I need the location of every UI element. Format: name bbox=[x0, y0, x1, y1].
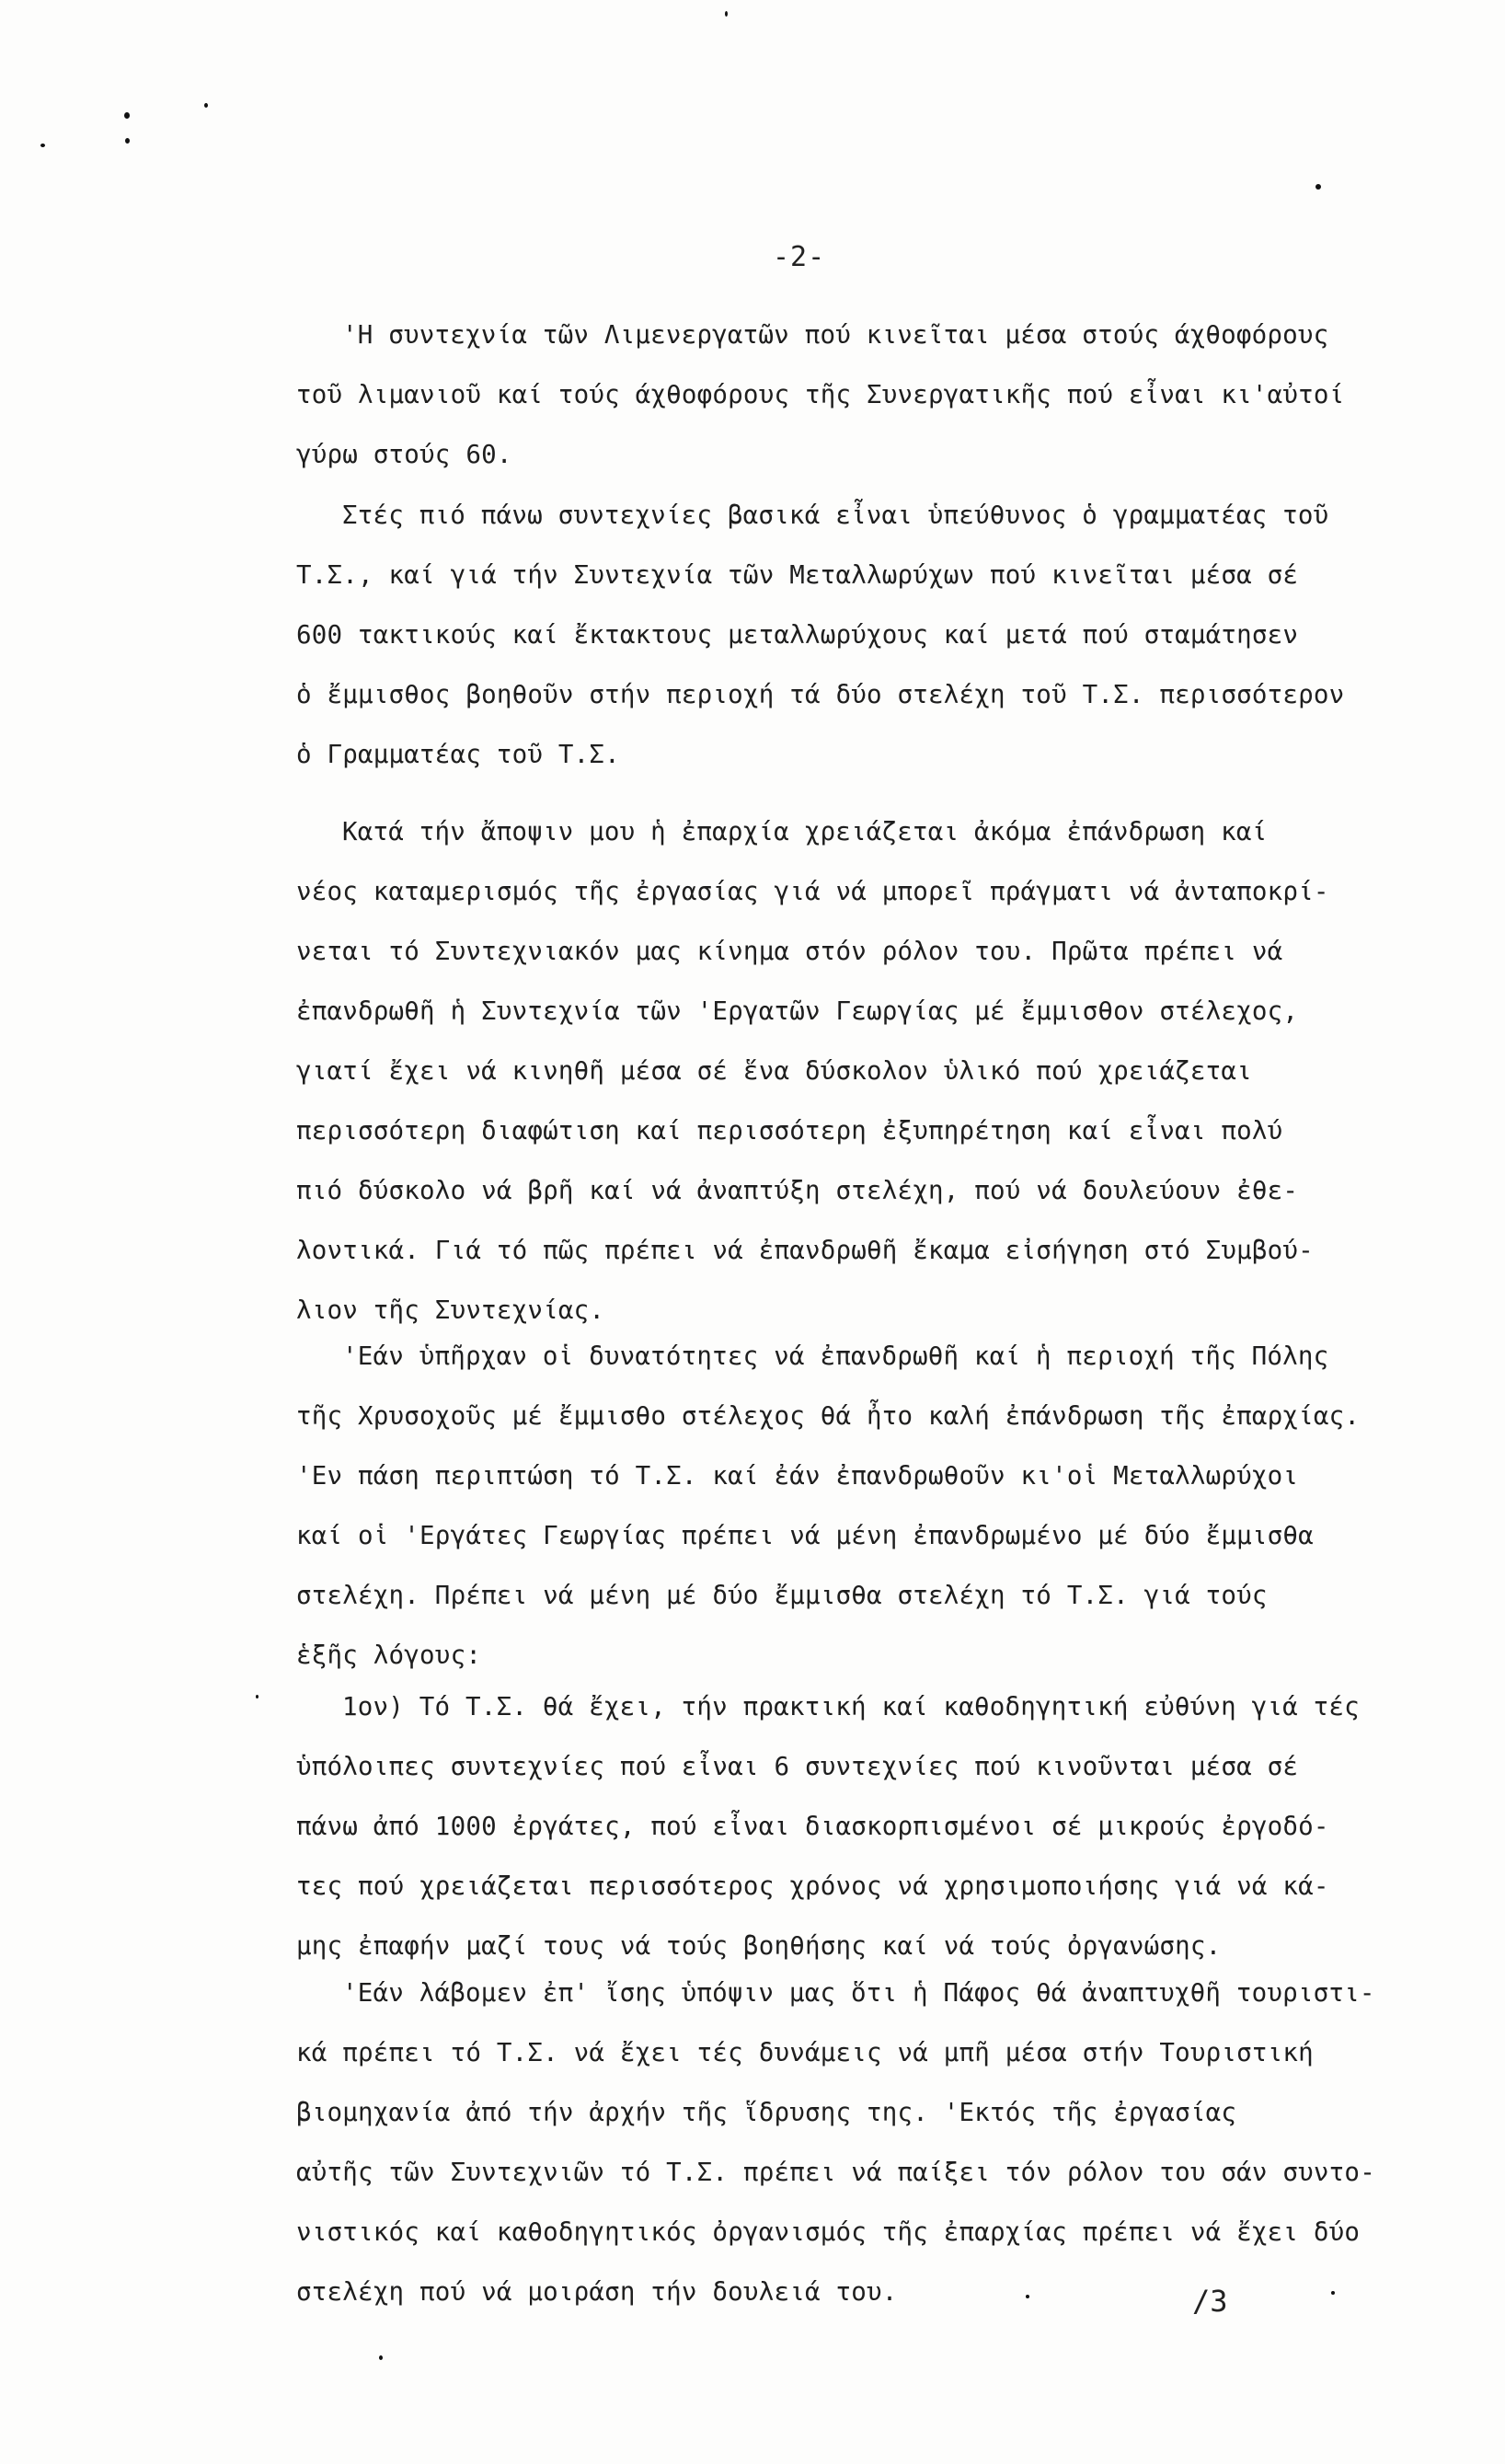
text-line: λιον τῆς Συντεχνίας. bbox=[296, 1295, 605, 1325]
scan-speck bbox=[1026, 2295, 1029, 2298]
scan-speck bbox=[1331, 2291, 1335, 2295]
paragraph-staffing-opinion bbox=[296, 802, 1391, 1341]
text-line: λοντικά. Γιά τό πῶς πρέπει νά ἐπανδρωθῆ ἔκαμα εἰσήγηση στό Συμβού- bbox=[296, 1236, 1314, 1265]
text-line: κά πρέπει τό Τ.Σ. νά ἔχει τές δυνάμεις νά μπῆ μέσα στήν Τουριστική bbox=[296, 2038, 1314, 2067]
paragraph-secretary-responsibility bbox=[296, 486, 1391, 785]
scan-speck bbox=[204, 103, 208, 108]
text-line: αὐτῆς τῶν Συντεχνιῶν τό Τ.Σ. πρέπει νά παίξει τόν ρόλον του σάν συντο- bbox=[296, 2158, 1375, 2187]
text-line: 'Εν πάση περιπτώση τό Τ.Σ. καί ἐάν ἐπανδρωθοῦν κι'οἱ Μεταλλωρύχοι bbox=[296, 1461, 1299, 1491]
text-line: ὑπόλοιπες συντεχνίες πού εἶναι 6 συντεχνίες πού κινοῦνται μέσα σέ bbox=[296, 1752, 1299, 1781]
text-line: περισσότερη διαφώτιση καί περισσότερη ἐξυπηρέτηση καί εἶναι πολύ bbox=[296, 1116, 1283, 1146]
page-number: -2- bbox=[773, 241, 826, 273]
text-line: πιό δύσκολο νά βρῆ καί νά ἀναπτύξη στελέχη, πού νά δουλεύουν ἐθε- bbox=[296, 1176, 1299, 1205]
scan-speck bbox=[725, 11, 728, 17]
text-line: ὁ ἔμμισθος βοηθοῦν στήν περιοχή τά δύο στελέχη τοῦ Τ.Σ. περισσότερον bbox=[296, 680, 1345, 709]
text-line: βιομηχανία ἀπό τήν ἀρχήν τῆς ἵδρυσης της. 'Εκτός τῆς ἐργασίας bbox=[296, 2098, 1237, 2127]
text-line: 'Η συντεχνία τῶν Λιμενεργατῶν πού κινεῖται μέσα στούς άχθοφόρους bbox=[342, 320, 1329, 350]
text-line: καί οἱ 'Εργάτες Γεωργίας πρέπει νά μένη ἐπανδρωμένο μέ δύο ἔμμισθα bbox=[296, 1521, 1314, 1550]
scan-speck bbox=[1315, 184, 1321, 190]
text-line: 1ον) Τό Τ.Σ. θά ἔχει, τήν πρακτική καί καθοδηγητική εὐθύνη γιά τές bbox=[342, 1692, 1360, 1721]
text-line: μης ἐπαφήν μαζί τους νά τούς βοηθήσης καί νά τούς ὀργανώσης. bbox=[296, 1931, 1222, 1961]
text-line: γύρω στούς 60. bbox=[296, 440, 512, 469]
text-line: νεται τό Συντεχνιακόν μας κίνημα στόν ρόλον του. Πρῶτα πρέπει νά bbox=[296, 937, 1283, 966]
text-line: Κατά τήν ἄποψιν μου ἡ ἐπαρχία χρειάζεται ἀκόμα ἐπάνδρωση καί bbox=[342, 817, 1268, 846]
text-line: τες πού χρειάζεται περισσότερος χρόνος νά χρησιμοποιήσης γιά νά κά- bbox=[296, 1871, 1329, 1901]
scan-speck bbox=[40, 144, 45, 147]
text-line: 'Εάν ὑπῆρχαν οἱ δυνατότητες νά ἐπανδρωθῆ καί ἡ περιοχή τῆς Πόλης bbox=[342, 1341, 1329, 1371]
text-line: στελέχη πού νά μοιράση τήν δουλειά του. bbox=[296, 2277, 898, 2307]
scan-speck bbox=[124, 112, 130, 119]
text-line: πάνω ἀπό 1000 ἐργάτες, πού εἶναι διασκορπισμένοι σέ μικρούς ἐργοδό- bbox=[296, 1812, 1329, 1841]
text-line: Στές πιό πάνω συντεχνίες βασικά εἶναι ὑπεύθυνος ὁ γραμματέας τοῦ bbox=[342, 501, 1329, 530]
text-line: 'Εάν λάβομεν ἐπ' ἴσης ὑπόψιν μας ὅτι ἡ Πάφος θά ἀναπτυχθῆ τουριστι- bbox=[342, 1978, 1375, 2008]
paragraph-longshoremen-union bbox=[296, 305, 1391, 485]
scan-speck bbox=[256, 1695, 258, 1698]
paragraph-tourism bbox=[296, 1963, 1391, 2322]
text-line: ὁ Γραμματέας τοῦ Τ.Σ. bbox=[296, 740, 620, 769]
scan-speck bbox=[379, 2355, 383, 2360]
text-line: στελέχη. Πρέπει νά μένη μέ δύο ἔμμισθα στελέχη τό Τ.Σ. γιά τούς bbox=[296, 1581, 1268, 1610]
paragraph-reason-first bbox=[296, 1677, 1391, 1976]
text-line: γιατί ἔχει νά κινηθῆ μέσα σέ ἕνα δύσκολον ὑλικό πού χρειάζεται bbox=[296, 1056, 1252, 1086]
text-line: νιστικός καί καθοδηγητικός ὀργανισμός τῆς ἐπαρχίας πρέπει νά ἔχει δύο bbox=[296, 2217, 1361, 2247]
text-line: νέος καταμερισμός τῆς ἐργασίας γιά νά μπορεῖ πράγματι νά ἀνταποκρί- bbox=[296, 877, 1329, 906]
scan-speck bbox=[125, 138, 130, 144]
text-line: τοῦ λιμανιοῦ καί τούς άχθοφόρους τῆς Συνεργατικῆς πού εἶναι κι'αὐτοί bbox=[296, 380, 1345, 409]
paragraph-polis-chrysochous bbox=[296, 1327, 1391, 1686]
text-line: Τ.Σ., καί γιά τήν Συντεχνία τῶν Μεταλλωρύχων πού κινεῖται μέσα σέ bbox=[296, 560, 1299, 590]
text-line: ἐπανδρωθῆ ἡ Συντεχνία τῶν 'Εργατῶν Γεωργίας μέ ἔμμισθον στέλεχος, bbox=[296, 996, 1299, 1026]
continuation-page-mark: /3 bbox=[1192, 2284, 1228, 2319]
text-line: ἑξῆς λόγους: bbox=[296, 1641, 482, 1670]
text-line: τῆς Χρυσοχοῦς μέ ἔμμισθο στέλεχος θά ἦτο καλή ἐπάνδρωση τῆς ἐπαρχίας. bbox=[296, 1401, 1361, 1431]
text-line: 600 τακτικούς καί ἔκτακτους μεταλλωρύχους καί μετά πού σταμάτησεν bbox=[296, 620, 1299, 650]
